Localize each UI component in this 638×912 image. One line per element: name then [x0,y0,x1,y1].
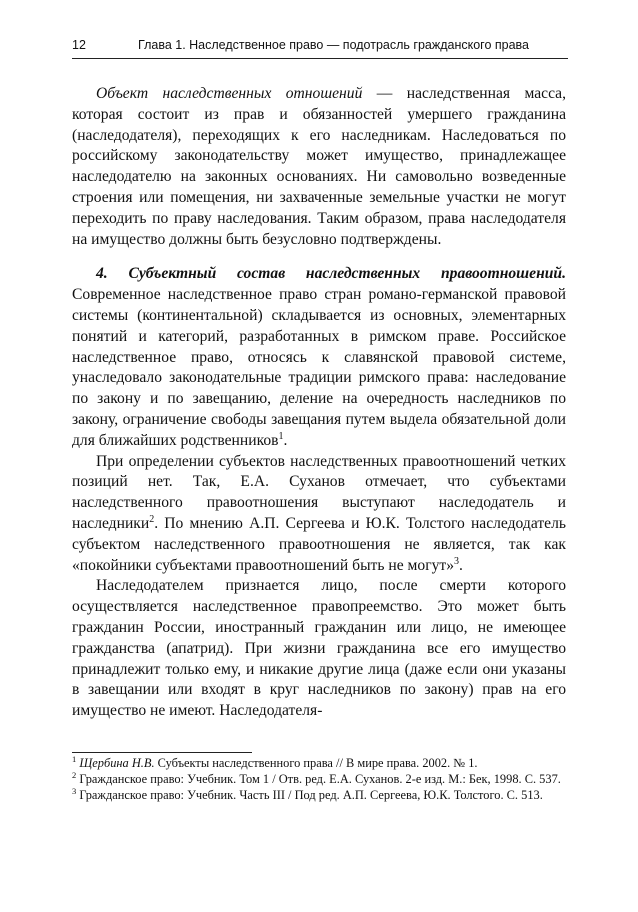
header-rule [72,58,568,59]
footnote-text-2: Гражданское право: Учебник. Том 1 / Отв. ред. Е.А. Суханов. 2-е изд. М.: Бек, 1998. С. 537. [76,772,561,786]
footnote-rule [72,752,252,753]
chapter-title: Глава 1. Наследственное право — подотрасль гражданского права [138,38,530,52]
footnote-ref-3[interactable]: 3 [454,555,460,567]
paragraph-object-text: — наследственная масса, которая состоит из прав и обязанностей умершего гражданина (наследодателя), переходящих к его наследникам. Наследоваться по российскому законодательству может имущество, принадлежащее наследодателю на законных основаниях. Ни самовольно возведенные строения или помещения, ни захваченные земельные участки не могут переходить по праву наследования. Таким образом, права наследодателя на имущество должны быть безусловно подтверждены. [72,85,567,248]
footnote-text-1: Субъекты наследственного права // В мире права. 2002. № 1. [154,756,478,770]
paragraph-definition-a: При определении субъектов наследственных правоотношений четких позиций нет. Так, Е.А. Суханов отмечает, что субъектами наследственного правоотношения выступают наследодатель и наследники [72,452,566,532]
paragraph-testator [72,576,566,722]
footnotes [72,755,566,803]
footnote-ref-2[interactable]: 2 [149,513,155,525]
running-head [72,38,568,56]
paragraph-definition-end: . [459,556,463,574]
footnote-mark-2: 2 [72,769,77,780]
section-heading: 4. Субъектный состав наследственных правоотношений. [96,265,566,283]
footnote-mark-1: 1 [72,753,77,764]
paragraph-definition-b: . По мнению А.П. Сергеева и Ю.К. Толстого наследодатель субъектом наследственного правоотношения не является, так как «покойники субъектами правоотношений быть не могут» [72,514,566,574]
paragraph-object [72,84,566,250]
footnote-3 [72,787,566,803]
paragraph-subjects-end: . [283,431,288,449]
paragraph-definition [72,452,566,577]
page-number: 12 [72,38,86,52]
main-text [72,84,566,722]
footnote-2 [72,771,566,787]
footnote-ref-1[interactable]: 1 [278,430,284,442]
footnote-text-3: Гражданское право: Учебник. Часть III / Под ред. А.П. Сергеева, Ю.К. Толстого. С. 513. [76,788,543,802]
footnote-1 [72,755,566,771]
footnote-author-1: Щербина Н.В. [79,756,155,770]
footnote-mark-3: 3 [72,785,77,796]
paragraph-subjects-text: Современное наследственное право стран романо-германской правовой системы (континентальной) складывается из основных, элементарных понятий и категорий, разработанных в римском праве. Российское наследственное право, относясь к славянской правовой системе, унаследовало законодательные традиции римского права: наследование по закону и по завещанию, деление на очередность наследников по закону, ограничение свободы завещания путем выдела обязательной доли для ближайших родственников [72,286,566,449]
paragraph-testator-text: Наследодателем признается лицо, после смерти которого осуществляется наследственное правопреемство. Это может быть гражданин России, иностранный гражданин или лицо, не имеющее гражданства (апатрид). При жизни гражданина все его имущество принадлежит только ему, и никакие другие лица (даже если они указаны в завещании или входят в круг наследников по закону) прав на его имущество не имеют. Наследодателя- [72,577,566,720]
term-object: Объект наследственных отношений [96,85,363,102]
paragraph-subjects [72,264,566,451]
